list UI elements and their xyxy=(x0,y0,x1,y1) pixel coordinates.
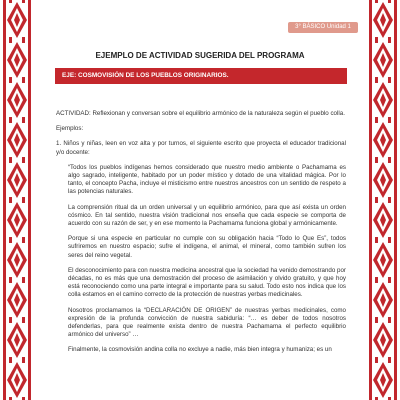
page-title: EJEMPLO DE ACTIVIDAD SUGERIDA DEL PROGRAMA xyxy=(95,51,305,60)
activity-text: ACTIVIDAD: Reflexionan y conversan sobre el equilibrio armónico de la naturaleza según el pueblo colla. xyxy=(56,110,345,117)
document-body xyxy=(56,110,346,362)
quote-paragraph: El desconocimiento para con nuestra medicina ancestral que la sociedad ha venido demostrando por décadas, no es más que una demostración del proceso de asimilación y olvido gratuito, y que hoy está reconociendo como una parte integral e importante para su salud. Todo esto nos indica que los colla estamos en el camino correcto de la protección de nuestras yerbas medicinales. xyxy=(68,266,346,299)
quote-paragraph: Nosotros proclamamos la “DECLARACIÓN DE ORIGEN” de nuestras yerbas medicinales, como expresión de la profunda convicción de nuestra sabiduría: “… es deber de todos nosotros defenderlas, para que realmente exista dentro de nuestra Pachamama el perfecto equilibrio armónico del universo” … xyxy=(68,306,346,339)
quote-paragraph: La comprensión ritual da un orden universal y un equilibrio armónico, para que así exista un orden cósmico. En tal sentido, nuestra visión tradicional nos enseña que cada especie se comporta de acuerdo con su razón de ser, y en ese momento la Pachamama funciona global y armónicamente. xyxy=(68,203,346,228)
right-decorative-border xyxy=(366,0,400,400)
quote-paragraph: “Todos los pueblos indígenas hemos considerado que nuestro medio ambiente o Pachamama es algo sagrado, inteligente, habitado por un poder místico y dotado de una vitalidad mágica. Por lo tanto, el concepto Pacha, incluye el misticismo entre nuestros ancestros con un sentido de respeto a las potencias naturales. xyxy=(68,163,346,196)
quote-paragraph: Porque si una especie en particular no cumple con su obligación hacia “Todo lo Que Es”, todos sufriremos en nuestro espacio; sufre el indígena, el animal, el mineral, como también sufren los seres del reino vegetal. xyxy=(68,235,346,259)
example-item-1: 1. Niños y niñas, leen en voz alta y por turnos, el siguiente escrito que proyecta el educador tradicional y/o docente: xyxy=(56,140,346,156)
quote-paragraph: Finalmente, la cosmovisión andina colla no excluye a nadie, más bien integra y humaniza; es un xyxy=(68,346,332,354)
left-decorative-border xyxy=(0,0,34,400)
eje-banner xyxy=(55,68,347,84)
grade-unit-badge: 3° BÁSICO Unidad 1 xyxy=(288,22,358,33)
eje-label: EJE: COSMOVISIÓN DE LOS PUEBLOS ORIGINARIOS. xyxy=(62,72,229,79)
examples-heading: Ejemplos: xyxy=(56,125,84,133)
